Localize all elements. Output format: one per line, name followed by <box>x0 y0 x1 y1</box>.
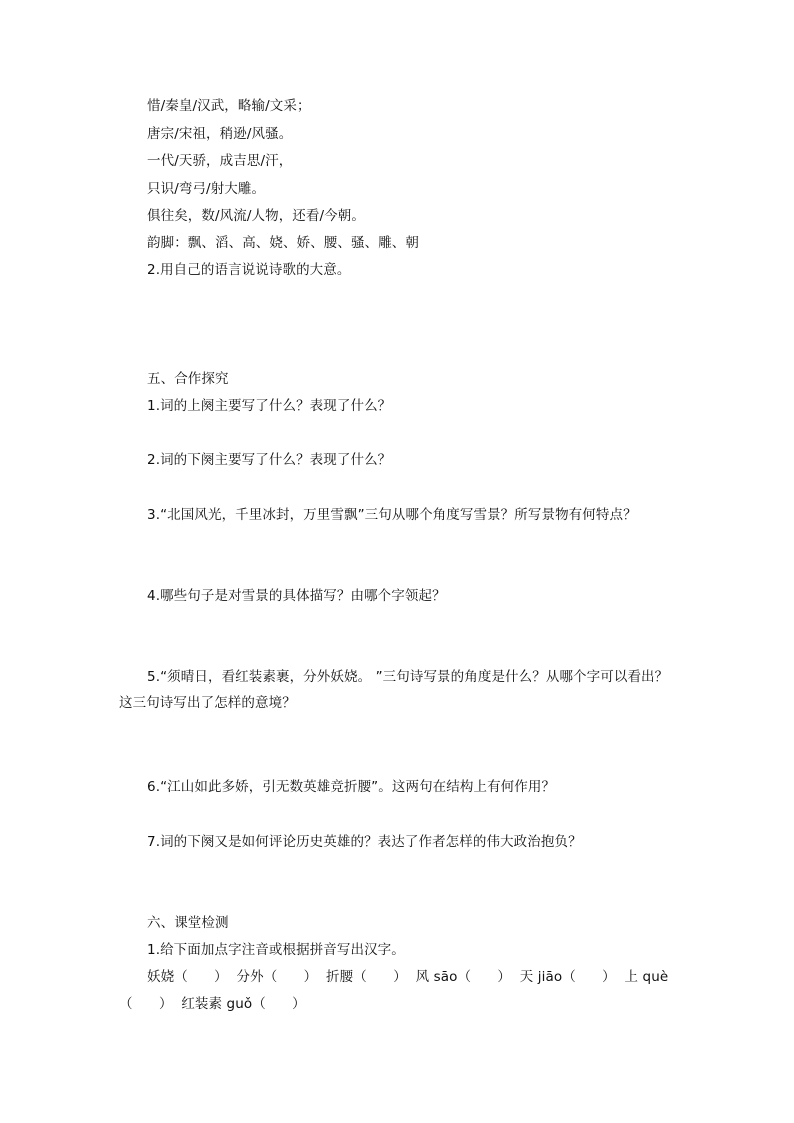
section6-question-1: 1.给下面加点字注音或根据拼音写出汉字。 <box>147 942 405 958</box>
rhyme-line: 韵脚：飘、滔、高、娆、娇、腰、骚、雕、朝 <box>147 235 419 251</box>
section5-title: 五、合作探究 <box>147 371 229 387</box>
meaning-question: 2.用自己的语言说说诗歌的大意。 <box>147 262 351 278</box>
poem-line-2: 唐宗/宋祖，稍逊/风骚。 <box>147 126 293 142</box>
poem-line-1: 惜/秦皇/汉武，略输/文采； <box>147 98 311 114</box>
section5-question-2: 2.词的下阕主要写了什么？表现了什么？ <box>147 452 392 468</box>
section5-question-6: 6.“江山如此多娇，引无数英雄竞折腰”。这两句在结构上有何作用？ <box>147 779 556 795</box>
section5-question-7: 7.词的下阕又是如何评论历史英雄的？表达了作者怎样的伟大政治抱负？ <box>147 834 582 850</box>
section6-title: 六、课堂检测 <box>147 915 229 931</box>
poem-line-5: 俱往矣，数/风流/人物，还看/今朝。 <box>147 208 365 224</box>
poem-line-3: 一代/天骄，成吉思/汗， <box>147 153 293 169</box>
fill-blank-line-2: （ ） 红装素 guǒ（ ） <box>119 996 306 1012</box>
fill-blank-line-1: 妖娆（ ） 分外（ ） 折腰（ ） 风 sāo（ ） 天 jiāo（ ） 上 què <box>147 969 669 985</box>
section5-question-4: 4.哪些句子是对雪景的具体描写？由哪个字领起？ <box>147 588 446 604</box>
section5-question-3: 3.“北国风光，千里冰封，万里雪飘”三句从哪个角度写雪景？所写景物有何特点？ <box>147 507 637 523</box>
section5-question-5: 5.“须晴日，看红装素裹，分外妖娆。 ”三句诗写景的角度是什么？从哪个字可以看出？这三句诗写出了怎样的意境？ <box>119 669 669 711</box>
section5-question-1: 1.词的上阕主要写了什么？表现了什么？ <box>147 398 392 414</box>
poem-line-4: 只识/弯弓/射大雕。 <box>147 181 266 197</box>
